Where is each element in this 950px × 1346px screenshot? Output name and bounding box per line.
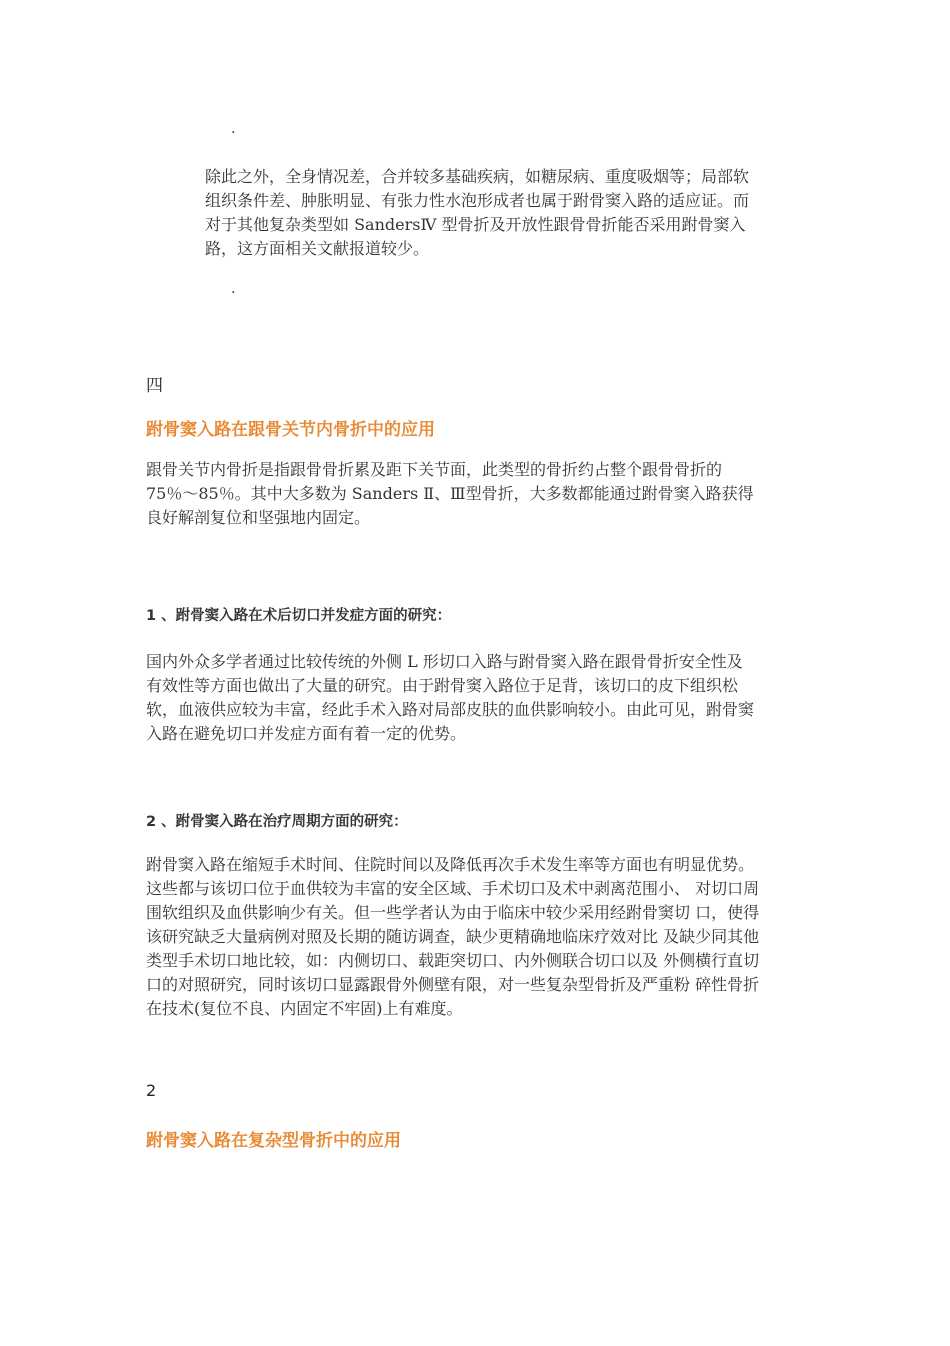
intro-paragraph: 除此之外，全身情况差，合并较多基础疾病，如糖尿病、重度吸烟等；局部软 组织条件差、肿胀明显、有张力性水泡形成者也属于跗骨窦入路的适应证。而 对于其他复杂类型如 SandersⅣ 型骨折及开放性跟骨骨折能否采用跗骨窦入 路，这方面相关文献报道较少。: [205, 167, 750, 258]
subsection-1-paragraph: 国内外众多学者通过比较传统的外侧 L 形切口入路与跗骨窦入路在跟骨骨折安全性及 有效性等方面也做出了大量的研究。由于跗骨窦入路位于足背，该切口的皮下组织松 软，血液供应较为丰富，经此手术入路对局部皮肤的血供影响较小。由此可见，跗骨窦 入路在避免切口并发症方面有着一定的优势。: [146, 652, 755, 743]
subsection-2-heading: 2 、跗骨窦入路在治疗周期方面的研究：: [146, 814, 408, 830]
section-title-complex-fracture: 跗骨窦入路在复杂型骨折中的应用: [146, 1131, 401, 1151]
section-title-intra-articular: 跗骨窦入路在跟骨关节内骨折中的应用: [146, 420, 435, 440]
section-number-four: 四: [146, 376, 163, 396]
subsection-1-heading: 1 、跗骨窦入路在术后切口并发症方面的研究：: [146, 608, 452, 624]
section-number-two: 2: [146, 1081, 157, 1100]
bullet-dot-bottom: .: [231, 281, 236, 297]
bullet-dot-top: .: [231, 121, 236, 137]
subsection-2-paragraph: 跗骨窦入路在缩短手术时间、住院时间以及降低再次手术发生率等方面也有明显优势。 这些都与该切口位于血供较为丰富的安全区域、手术切口及术中剥离范围小、 对切口周 围软组织及血供影响少有关。但一些学者认为由于临床中较少采用经跗骨窦切 口，使得 该研究缺乏大量病例对照及长期的随访调查，缺少更精确地临床疗效对比 及缺少同其他 类型手术切口地比较，如：内侧切口、载距突切口、内外侧联合切口以及 外侧横行直切 口的对照研究，同时该切口显露跟骨外侧壁有限，对一些复杂型骨折及严重粉 碎性骨折 在技术(复位不良、内固定不牢固)上有难度。: [146, 855, 760, 1018]
section-four-paragraph: 跟骨关节内骨折是指跟骨骨折累及距下关节面，此类型的骨折约占整个跟骨骨折的 75％～85％。其中大多数为 Sanders Ⅱ、Ⅲ型骨折，大多数都能通过跗骨窦入路获得 良好解剖复位和坚强地内固定。: [146, 460, 754, 527]
